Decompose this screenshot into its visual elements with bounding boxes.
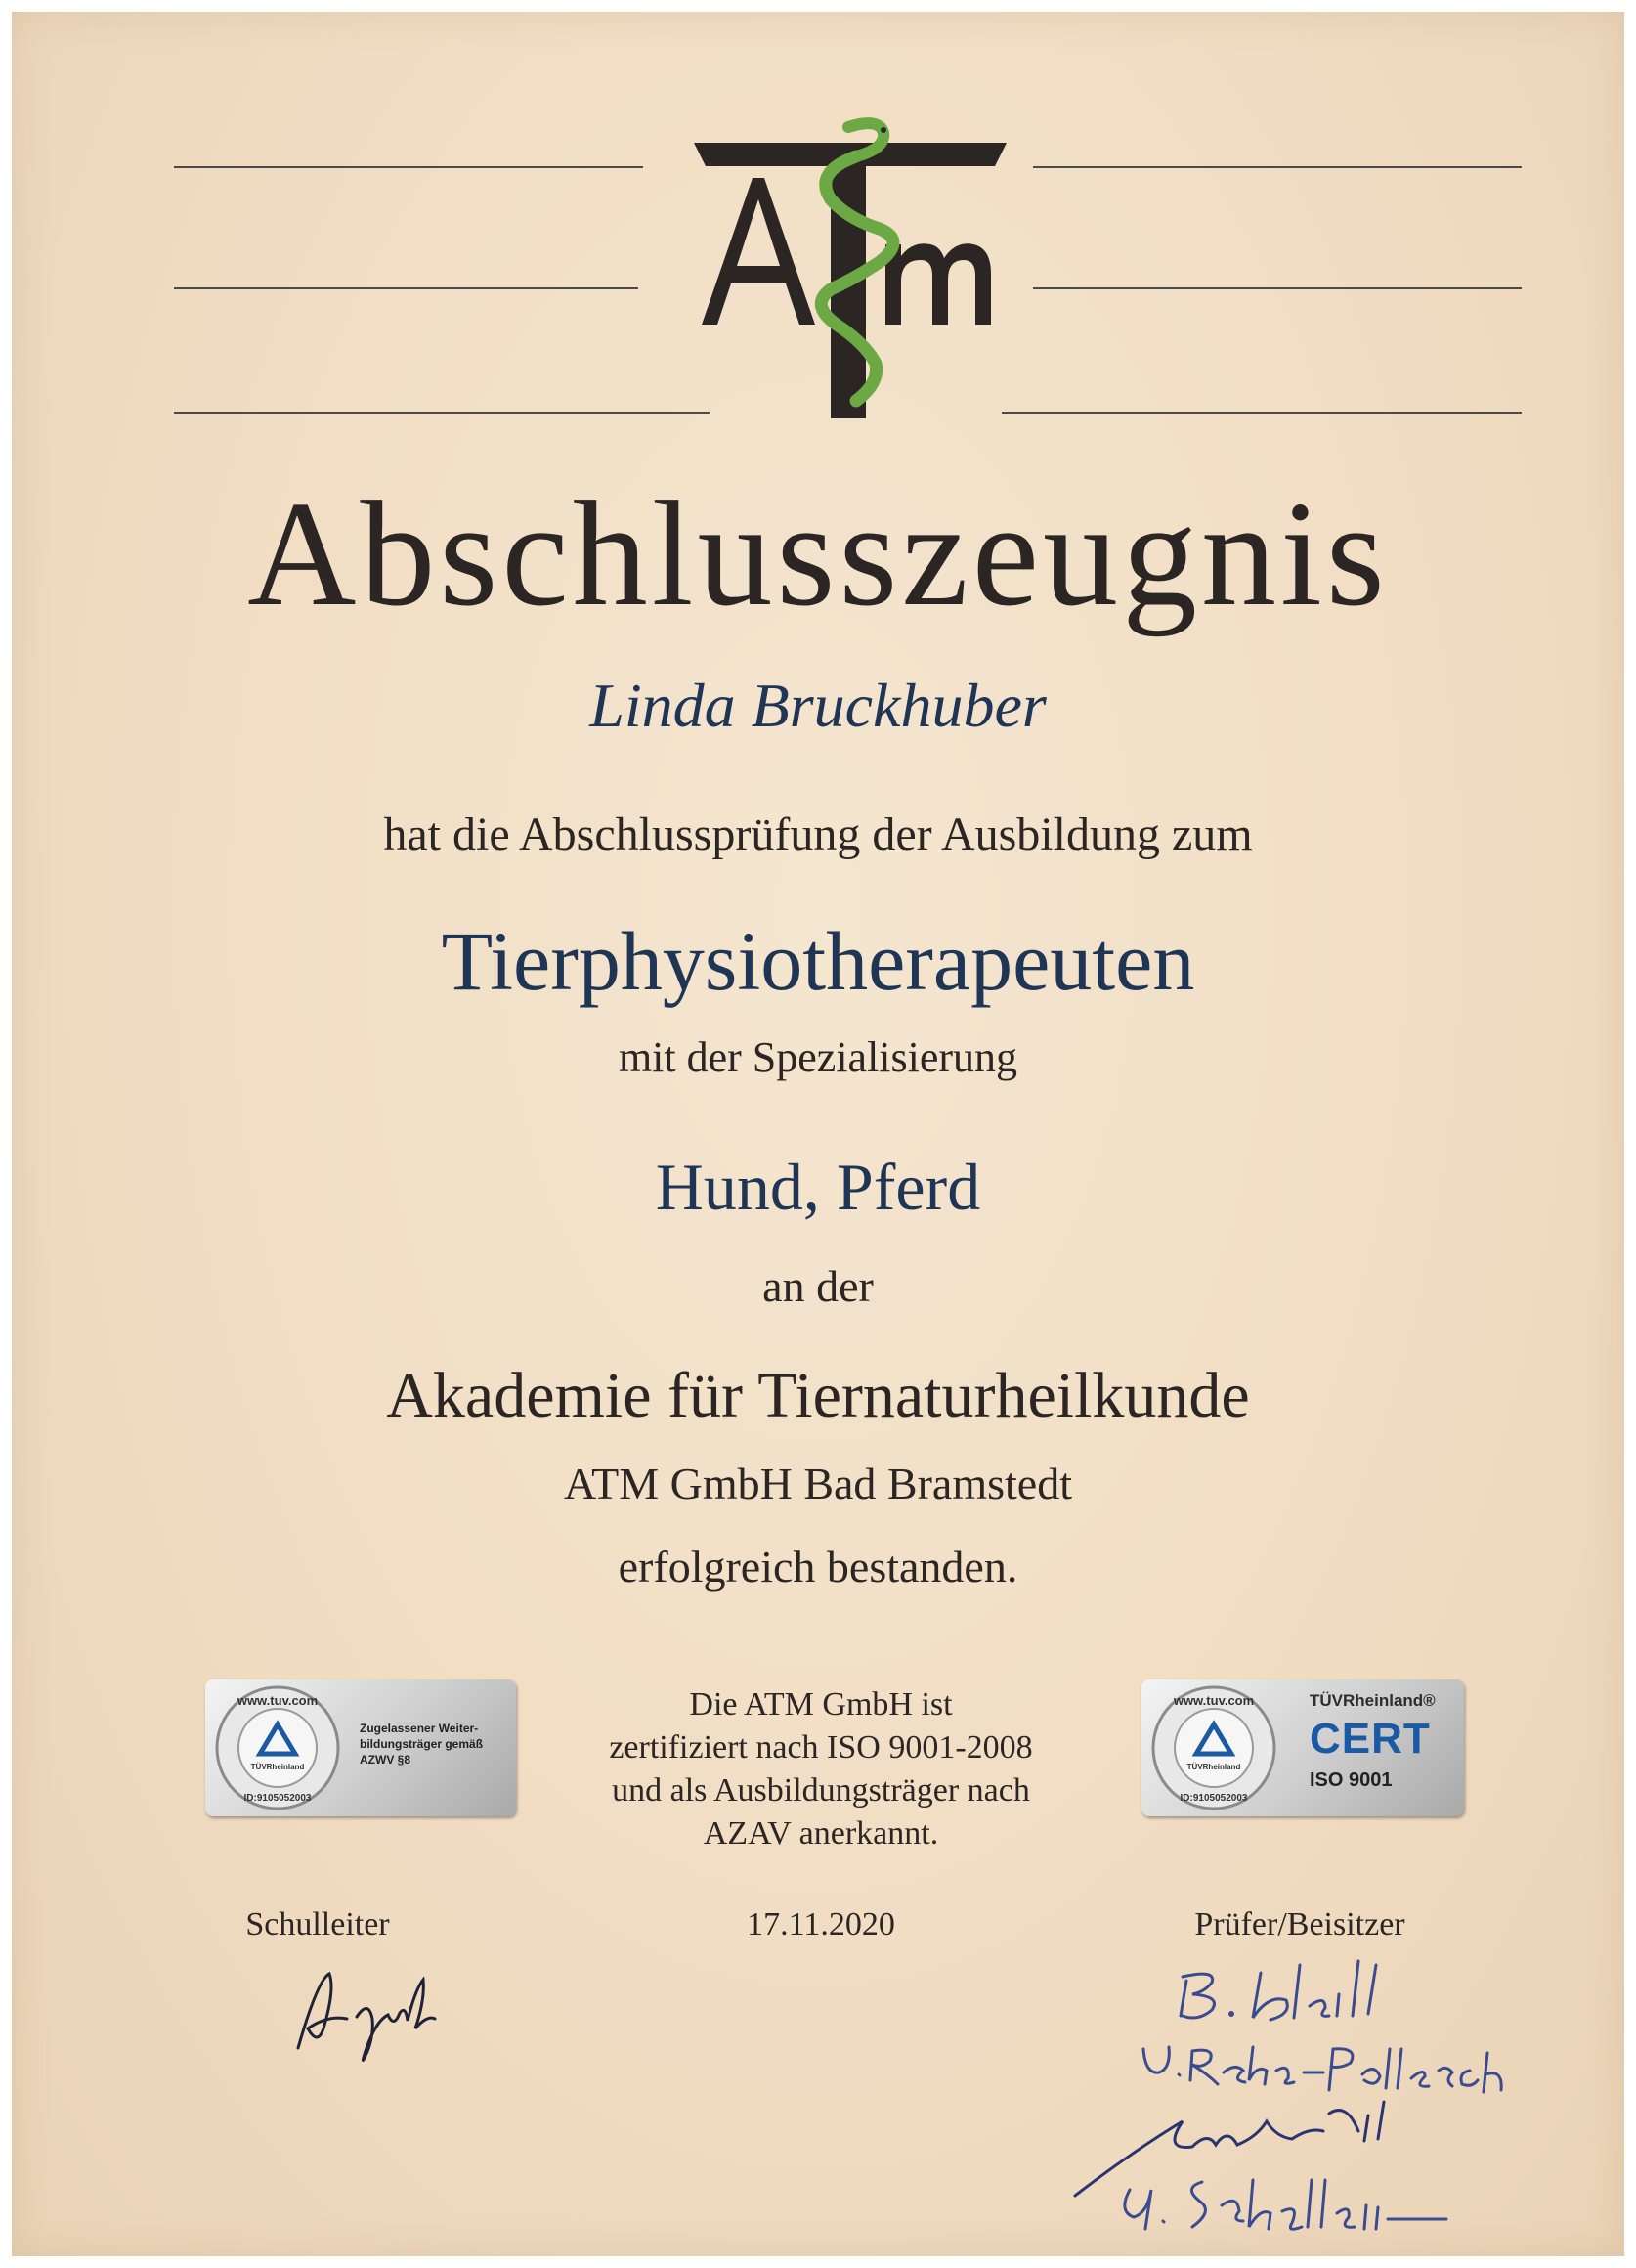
- rule-right-middle: [1033, 287, 1522, 289]
- profession-title: Tierphysiotherapeuten: [441, 914, 1195, 1008]
- azwv-text: [360, 1721, 516, 1767]
- rule-left-middle: [174, 287, 638, 289]
- cert-label: CERT: [1310, 1715, 1431, 1763]
- statement-line-3: an der: [762, 1261, 874, 1311]
- seal-id-text: ID:9105052003: [243, 1793, 312, 1804]
- seal-brand-text: TÜVRheinland: [250, 1763, 305, 1771]
- certificate-title: Abschlusszeugnis: [247, 471, 1389, 637]
- seal-brand-text: TÜVRheinland: [1186, 1763, 1241, 1771]
- passed-statement: erfolgreich bestanden.: [618, 1542, 1018, 1592]
- statement-line-2: mit der Spezialisierung: [618, 1033, 1018, 1081]
- company-name: ATM GmbH Bad Bramstedt: [563, 1459, 1072, 1508]
- seal-ring-text: www.tuv.com: [237, 1693, 319, 1708]
- issue-date: 17.11.2020: [747, 1906, 895, 1942]
- seal-ring-text: www.tuv.com: [1173, 1693, 1255, 1708]
- principal-signature: [279, 1960, 454, 2068]
- iso-certification-note: [577, 1683, 1065, 1855]
- specialization: Hund, Pferd: [655, 1150, 981, 1224]
- academy-name: Akademie für Tiernaturheilkunde: [386, 1360, 1250, 1431]
- cert-brand: TÜVRheinland®: [1310, 1691, 1436, 1710]
- cert-standard: ISO 9001: [1310, 1769, 1393, 1791]
- examiner-signatures: [1036, 1955, 1544, 2248]
- principal-label: Schulleiter: [245, 1906, 390, 1942]
- iso-note-line-4: AZAV anerkannt.: [703, 1815, 939, 1852]
- rule-left-top: [174, 166, 643, 168]
- rule-right-top: [1033, 166, 1522, 168]
- rule-right-bottom: [1002, 412, 1522, 414]
- recipient-name: Linda Bruckhuber: [589, 671, 1047, 740]
- azwv-line-2: bildungsträger gemäß: [360, 1737, 484, 1751]
- tuv-seal-icon: [213, 1683, 342, 1812]
- azwv-line-3: AZWV §8: [360, 1753, 411, 1766]
- iso-note-line-2: zertifiziert nach ISO 9001-2008: [609, 1729, 1033, 1766]
- statement-line-1: hat die Abschlussprüfung der Ausbildung zum: [383, 808, 1253, 860]
- atm-logo: [684, 98, 1016, 430]
- iso-note-line-3: und als Ausbildungsträger nach: [612, 1772, 1030, 1809]
- azwv-line-1: Zugelassener Weiter-: [360, 1722, 479, 1735]
- tuv-seal-icon: [1149, 1683, 1278, 1812]
- rule-left-bottom: [174, 412, 710, 414]
- tuv-cert-badge: [1141, 1679, 1464, 1816]
- iso-note-line-1: Die ATM GmbH ist: [689, 1686, 953, 1723]
- tuv-azwv-badge: [205, 1679, 516, 1816]
- seal-id-text: ID:9105052003: [1180, 1793, 1248, 1804]
- examiner-label: Prüfer/Beisitzer: [1194, 1906, 1405, 1942]
